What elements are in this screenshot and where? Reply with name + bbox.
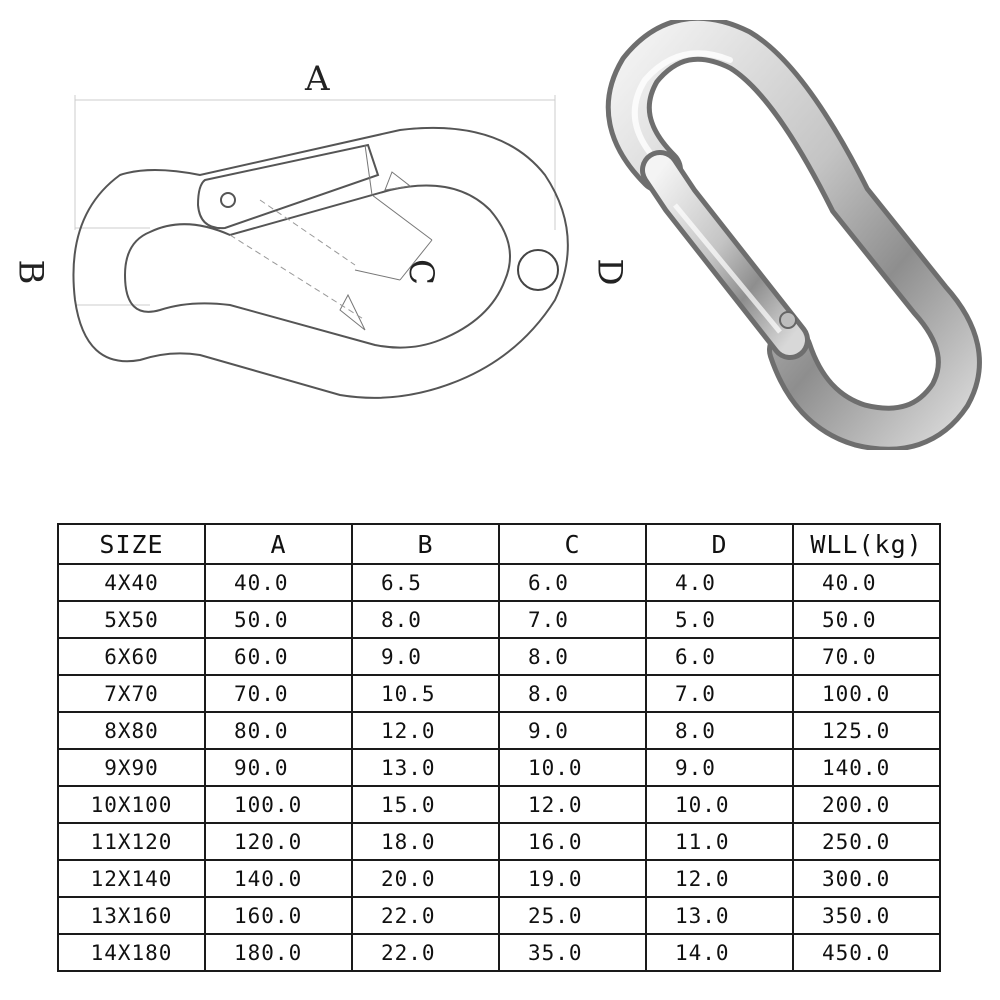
cell-d: 5.0 [646, 601, 793, 638]
cell-d: 7.0 [646, 675, 793, 712]
cell-wll: 70.0 [793, 638, 940, 675]
cell-c: 35.0 [499, 934, 646, 971]
cell-d: 6.0 [646, 638, 793, 675]
cell-c: 12.0 [499, 786, 646, 823]
size-spec-table [57, 523, 941, 972]
header-size: SIZE [58, 524, 205, 564]
cell-size: 4X40 [58, 564, 205, 601]
cell-size: 7X70 [58, 675, 205, 712]
cell-b: 20.0 [352, 860, 499, 897]
cell-c: 6.0 [499, 564, 646, 601]
cell-wll: 350.0 [793, 897, 940, 934]
cell-wll: 125.0 [793, 712, 940, 749]
cell-wll: 100.0 [793, 675, 940, 712]
cell-a: 50.0 [205, 601, 352, 638]
cell-size: 8X80 [58, 712, 205, 749]
cell-wll: 300.0 [793, 860, 940, 897]
cell-b: 22.0 [352, 897, 499, 934]
table-header-row [58, 524, 940, 564]
cell-a: 180.0 [205, 934, 352, 971]
header-d: D [646, 524, 793, 564]
header-c: C [499, 524, 646, 564]
cell-a: 140.0 [205, 860, 352, 897]
dimension-label-b: B [10, 259, 51, 285]
cell-c: 9.0 [499, 712, 646, 749]
cell-b: 22.0 [352, 934, 499, 971]
cell-b: 15.0 [352, 786, 499, 823]
cell-size: 5X50 [58, 601, 205, 638]
cell-d: 9.0 [646, 749, 793, 786]
table-row [58, 601, 940, 638]
cell-a: 120.0 [205, 823, 352, 860]
hook-outer-outline [73, 128, 567, 398]
dimension-label-c: C [401, 258, 442, 286]
cell-d: 10.0 [646, 786, 793, 823]
cell-size: 13X160 [58, 897, 205, 934]
cell-size: 10X100 [58, 786, 205, 823]
cell-wll: 40.0 [793, 564, 940, 601]
table-row [58, 823, 940, 860]
table-row [58, 786, 940, 823]
cell-a: 90.0 [205, 749, 352, 786]
cell-a: 160.0 [205, 897, 352, 934]
cell-c: 8.0 [499, 638, 646, 675]
cell-wll: 50.0 [793, 601, 940, 638]
cell-a: 80.0 [205, 712, 352, 749]
cell-a: 70.0 [205, 675, 352, 712]
cell-c: 8.0 [499, 675, 646, 712]
cell-wll: 450.0 [793, 934, 940, 971]
cell-d: 11.0 [646, 823, 793, 860]
cell-d: 4.0 [646, 564, 793, 601]
table-row [58, 749, 940, 786]
cell-c: 25.0 [499, 897, 646, 934]
cell-size: 14X180 [58, 934, 205, 971]
gate-outline [198, 145, 378, 228]
cell-size: 12X140 [58, 860, 205, 897]
snap-hook-drawing [0, 0, 580, 460]
cell-a: 40.0 [205, 564, 352, 601]
wire-circle [518, 250, 558, 290]
cell-d: 14.0 [646, 934, 793, 971]
cell-c: 7.0 [499, 601, 646, 638]
header-wll: WLL(kg) [793, 524, 940, 564]
cell-c: 10.0 [499, 749, 646, 786]
table-row [58, 675, 940, 712]
table-row [58, 934, 940, 971]
header-b: B [352, 524, 499, 564]
cell-size: 6X60 [58, 638, 205, 675]
cell-b: 9.0 [352, 638, 499, 675]
cell-d: 13.0 [646, 897, 793, 934]
cell-b: 10.5 [352, 675, 499, 712]
dimension-label-a: A [305, 59, 330, 99]
table-row [58, 564, 940, 601]
snap-hook-photo [590, 20, 990, 450]
header-a: A [205, 524, 352, 564]
cell-a: 60.0 [205, 638, 352, 675]
cell-size: 9X90 [58, 749, 205, 786]
cell-c: 16.0 [499, 823, 646, 860]
cell-b: 18.0 [352, 823, 499, 860]
table-row [58, 897, 940, 934]
cell-c: 19.0 [499, 860, 646, 897]
cell-d: 12.0 [646, 860, 793, 897]
cell-b: 8.0 [352, 601, 499, 638]
cell-b: 6.5 [352, 564, 499, 601]
table-row [58, 860, 940, 897]
hook-inner-outline [125, 186, 510, 348]
cell-size: 11X120 [58, 823, 205, 860]
cell-b: 12.0 [352, 712, 499, 749]
cell-a: 100.0 [205, 786, 352, 823]
table-row [58, 712, 940, 749]
dimension-label-d: D [589, 258, 630, 286]
cell-wll: 250.0 [793, 823, 940, 860]
cell-b: 13.0 [352, 749, 499, 786]
cell-d: 8.0 [646, 712, 793, 749]
cell-wll: 140.0 [793, 749, 940, 786]
cell-wll: 200.0 [793, 786, 940, 823]
gate-pin [221, 193, 235, 207]
table-row [58, 638, 940, 675]
